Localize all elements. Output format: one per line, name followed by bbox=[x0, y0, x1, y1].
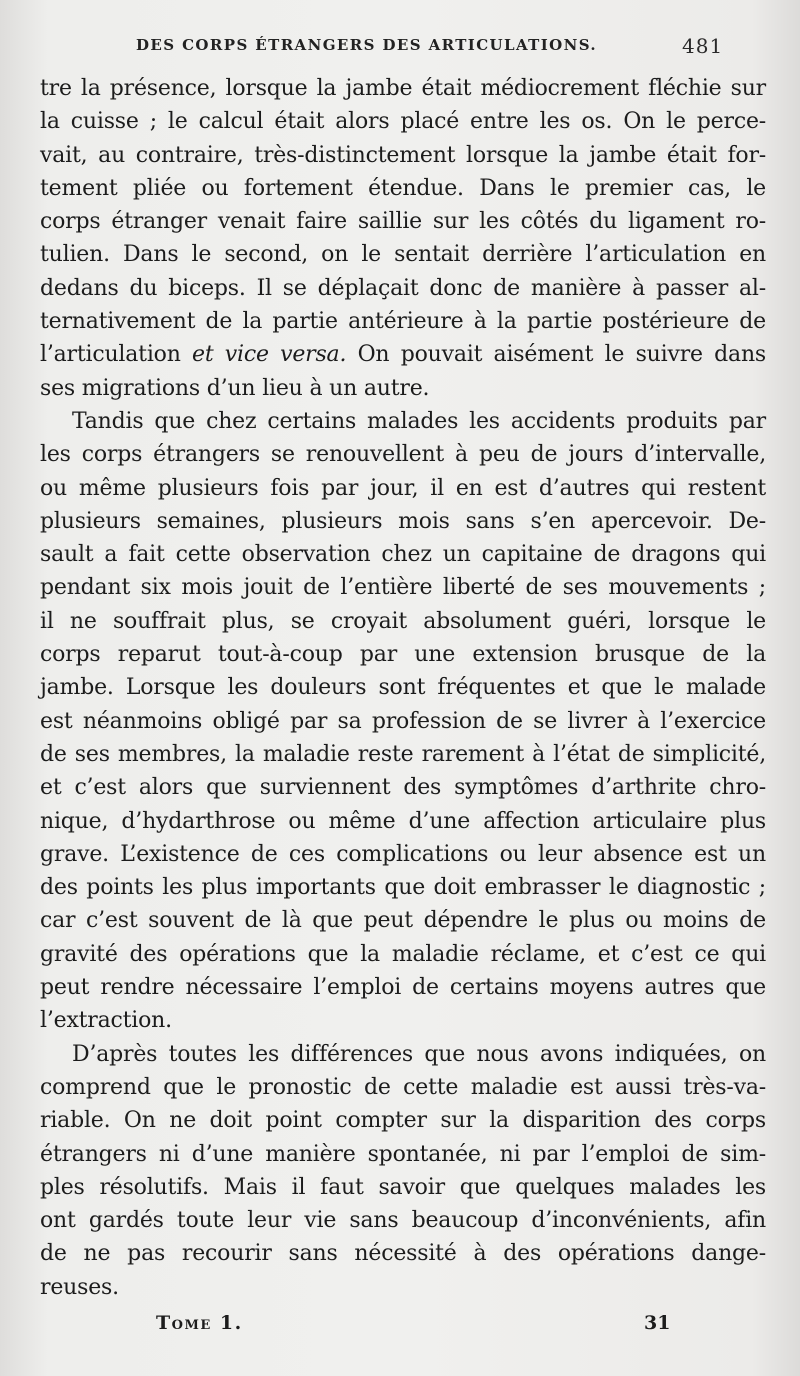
text-line: et c’est alors que surviennent des symptômes d’arthrite chro- bbox=[40, 775, 766, 801]
page-header bbox=[0, 34, 800, 60]
text-line: l’articulation et vice versa. On pouvait aisément le suivre dans bbox=[40, 342, 767, 368]
text-line: la cuisse ; le calcul était alors placé entre les os. On le perce- bbox=[40, 109, 766, 135]
text-line: gravité des opérations que la maladie réclame, et c’est ce qui bbox=[40, 941, 766, 967]
text-line: pendant six mois jouit de l’entière liberté de ses mouvements ; bbox=[40, 575, 766, 601]
running-title: DES CORPS ÉTRANGERS DES ARTICULATIONS. bbox=[136, 36, 598, 54]
text-line: ples résolutifs. Mais il faut savoir que quelques malades les bbox=[40, 1174, 766, 1200]
page-number: 481 bbox=[682, 34, 724, 58]
text-line: plusieurs semaines, plusieurs mois sans s’en apercevoir. De- bbox=[40, 508, 766, 534]
volume-signature: Tome 1. bbox=[156, 1312, 243, 1334]
text-line: ternativement de la partie antérieure à la partie postérieure de bbox=[40, 309, 766, 335]
text-line: comprend que le pronostic de cette maladie est aussi très-va- bbox=[40, 1074, 766, 1100]
text-line: étrangers ni d’une manière spontanée, ni par l’emploi de sim- bbox=[40, 1141, 766, 1167]
text-line: corps étranger venait faire saillie sur les côtés du ligament ro- bbox=[40, 209, 766, 235]
text-line: car c’est souvent de là que peut dépendre le plus ou moins de bbox=[40, 908, 766, 934]
text-line: de ses membres, la maladie reste rarement à l’état de simplicité, bbox=[40, 741, 766, 767]
text-line: ont gardés toute leur vie sans beaucoup d’inconvénients, afin bbox=[40, 1208, 766, 1234]
text-line: reuses. bbox=[40, 1274, 119, 1300]
text-line: nique, d’hydarthrose ou même d’une affection articulaire plus bbox=[40, 808, 766, 834]
text-line: ou même plusieurs fois par jour, il en est d’autres qui restent bbox=[40, 475, 766, 501]
text-line: est néanmoins obligé par sa profession de se livrer à l’exercice bbox=[40, 708, 766, 734]
text-line: sault a fait cette observation chez un capitaine de dragons qui bbox=[40, 542, 766, 568]
text-line: grave. L’existence de ces complications ou leur absence est un bbox=[40, 841, 766, 867]
text-line: des points les plus importants que doit embrasser le diagnostic ; bbox=[40, 875, 766, 901]
text-line: tre la présence, lorsque la jambe était médiocrement fléchie sur bbox=[40, 76, 766, 101]
body-text bbox=[40, 72, 766, 1304]
text-line: tement pliée ou fortement étendue. Dans le premier cas, le bbox=[40, 175, 766, 201]
text-line: corps reparut tout-à-coup par une extension brusque de la bbox=[40, 642, 766, 668]
text-line: de ne pas recourir sans nécessité à des opérations dange- bbox=[40, 1241, 766, 1267]
page-footer bbox=[0, 1312, 800, 1342]
sheet-number: 31 bbox=[644, 1312, 671, 1334]
text-line: jambe. Lorsque les douleurs sont fréquentes et que le malade bbox=[40, 675, 766, 701]
text-line: les corps étrangers se renouvellent à peu de jours d’intervalle, bbox=[40, 442, 766, 468]
text-line: riable. On ne doit point compter sur la disparition des corps bbox=[40, 1108, 766, 1134]
text-line: D’après toutes les différences que nous avons indiquées, on bbox=[72, 1041, 766, 1067]
text-line: l’extraction. bbox=[40, 1008, 172, 1034]
text-line: ses migrations d’un lieu à un autre. bbox=[40, 375, 430, 401]
text-line: tulien. Dans le second, on le sentait derrière l’articulation en bbox=[40, 242, 766, 268]
text-line: Tandis que chez certains malades les accidents produits par bbox=[72, 408, 766, 434]
text-line: il ne souffrait plus, se croyait absolument guéri, lorsque le bbox=[40, 608, 766, 634]
text-line: peut rendre nécessaire l’emploi de certains moyens autres que bbox=[40, 975, 766, 1001]
text-line: dedans du biceps. Il se déplaçait donc de manière à passer al- bbox=[40, 275, 766, 301]
text-line: vait, au contraire, très-distinctement lorsque la jambe était for- bbox=[40, 142, 766, 168]
